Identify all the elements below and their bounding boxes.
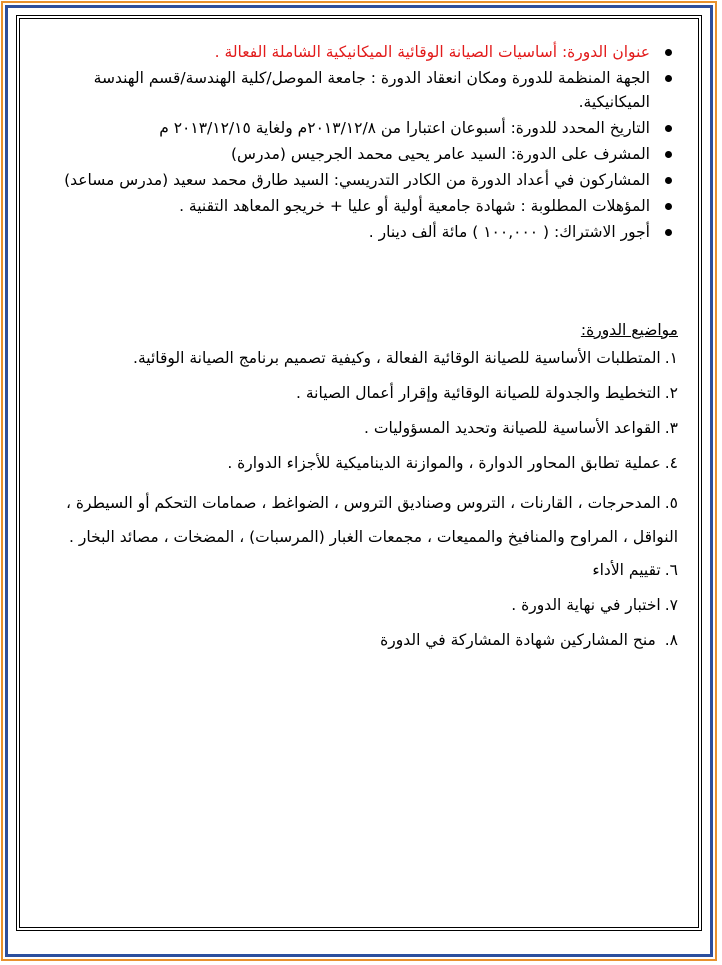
qualifications-item: المؤهلات المطلوبة : شهادة جامعية أولية أو عليا + خريجو المعاهد التقنية . <box>38 194 678 218</box>
course-info-list <box>38 40 678 244</box>
fees-item: أجور الاشتراك: ( ١٠٠,٠٠٠ ) مائة ألف دينار . <box>38 220 678 244</box>
topic-item: ١.المتطلبات الأساسية للصيانة الوقائية الفعالة ، وكيفية تصميم برنامج الصيانة الوقائية. <box>133 349 678 367</box>
participants-item: المشاركون في أعداد الدورة من الكادر التدريسي: السيد طارق محمد سعيد (مدرس مساعد) <box>38 168 678 192</box>
bullet-icon <box>665 203 672 210</box>
topics-list <box>38 346 678 653</box>
topic-item: ٧.اختبار في نهاية الدورة . <box>511 596 678 614</box>
topic-item: ٤.عملية تطابق المحاور الدوارة ، والموازنة الديناميكية للأجزاء الدوارة . <box>227 454 678 472</box>
bullet-icon <box>665 49 672 56</box>
topics-heading: مواضيع الدورة: <box>580 321 678 339</box>
bullet-icon <box>665 151 672 158</box>
topic-item: ٨. منح المشاركين شهادة المشاركة في الدورة <box>380 631 678 649</box>
topic-item: ٣.القواعد الأساسية للصيانة وتحديد المسؤوليات . <box>364 419 678 437</box>
bullet-icon <box>665 177 672 184</box>
supervisor-item: المشرف على الدورة: السيد عامر يحيى محمد الجرجيس (مدرس) <box>38 142 678 166</box>
bullet-icon <box>665 229 672 236</box>
topic-item: ٦.تقييم الأداء <box>592 561 678 579</box>
bullet-icon <box>665 125 672 132</box>
document-content <box>38 40 678 663</box>
organizer-item: الجهة المنظمة للدورة ومكان انعقاد الدورة : جامعة الموصل/كلية الهندسة/قسم الهندسة الميكانيكية. <box>38 66 678 114</box>
course-title-item: عنوان الدورة: أساسيات الصيانة الوقائية الميكانيكية الشاملة الفعالة . <box>38 40 678 64</box>
topic-item: ٥.المدحرجات ، القارنات ، التروس وصناديق التروس ، الضواغط ، صمامات التحكم أو السيطرة ، النواقل ، المراوح والمنافيخ والمميعات ، مجمعات الغبار (المرسبات) ، المضخات ، مصائد البخار . <box>65 494 678 546</box>
topic-item: ٢.التخطيط والجدولة للصيانة الوقائية وإقرار أعمال الصيانة . <box>296 384 678 402</box>
dates-item: التاريخ المحدد للدورة: أسبوعان اعتبارا من ٢٠١٣/١٢/٨م ولغاية ٢٠١٣/١٢/١٥ م <box>38 116 678 140</box>
bullet-icon <box>665 75 672 82</box>
